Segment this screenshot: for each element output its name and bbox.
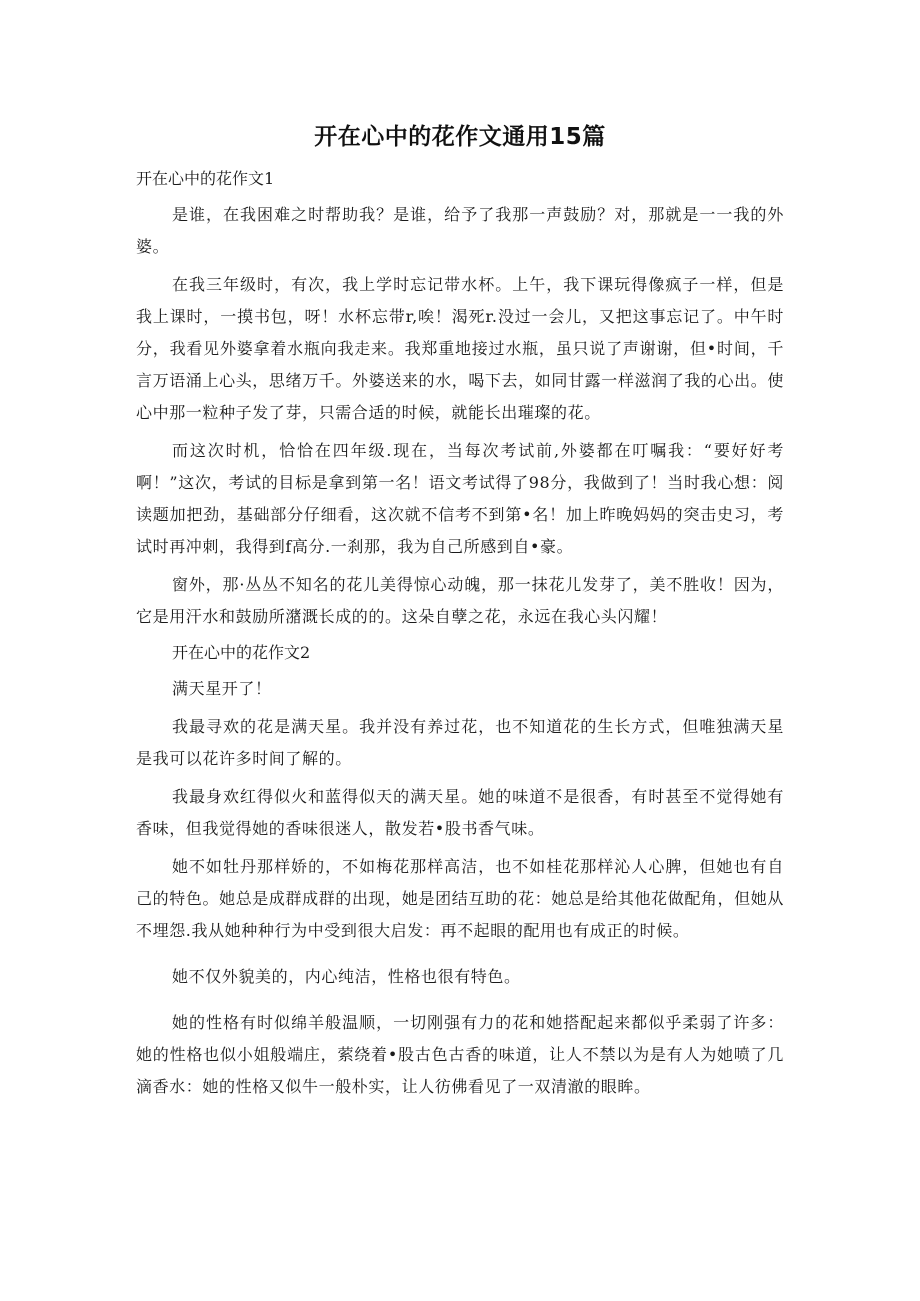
section-1-paragraph-3: 而这次时机，恰恰在四年级.现在，当每次考试前,外婆都在叮嘱我：“要好好考啊！”这次，考试的目标是拿到第一名！语文考试得了98分，我做到了！当时我心想：阅读题加把劲，基础部分仔细看，这次就不信考不到第•名！加上昨晚妈妈的突击史习，考试时再冲刺，我得到f高分.一刹那，我为自己所感到自•豪。 [136, 441, 784, 556]
section-2-paragraph-1: 满天星开了！ [172, 679, 272, 698]
section-1-heading: 开在心中的花作文1 [136, 169, 275, 188]
section-2-paragraph-2: 我最寻欢的花是满天星。我并没有养过花，也不知道花的生长方式，但唯独满天星是我可以花许多时间了解的。 [136, 717, 784, 768]
document-body [136, 165, 784, 1109]
section-1-paragraph-2: 在我三年级时，有次，我上学时忘记带水杯。上午，我下课玩得像疯子一样，但是我上课时，一摸书包，呀！水杯忘带r,唉！渴死r.没过一会儿，又把这事忘记了。中午时分，我看见外婆拿着水瓶向我走来。我郑重地接过水瓶，虽只说了声谢谢，但•时间，千言万语涌上心头，思绪万千。外婆送来的水，喝下去，如同甘露一样滋润了我的心出。使心中那一粒种子发了芽，只需合适的时候，就能长出璀璨的花。 [136, 275, 784, 422]
section-2-paragraph-6: 她的性格有时似绵羊般温顺，一切刚强有力的花和她搭配起来都似乎柔弱了许多：她的性格也似小姐般端庄，萦绕着•股古色古香的味道，让人不禁以为是有人为她喷了几滴香水：她的性格又似牛一般朴实，让人彷佛看见了一双清澈的眼眸。 [136, 1013, 784, 1096]
section-1-paragraph-4: 窗外，那·丛丛不知名的花儿美得惊心动魄，那一抹花儿发芽了，美不胜收！因为，它是用汗水和鼓励所潴溉长成的的。这朵自孽之花，永远在我心头闪耀！ [136, 575, 784, 626]
section-1-paragraph-1: 是谁，在我困难之时帮助我？是谁，给予了我那一声鼓励？对，那就是一一我的外婆。 [136, 205, 784, 256]
section-2-paragraph-3: 我最身欢红得似火和蓝得似天的满天星。她的味道不是很香，有时甚至不觉得她有香味，但我觉得她的香味很迷人，散发若•股书香气味。 [136, 787, 784, 838]
document-title: 开在心中的花作文通用15篇 [314, 124, 606, 150]
section-2-paragraph-5: 她不仅外貌美的，内心纯洁，性格也很有特色。 [172, 967, 521, 986]
section-2-paragraph-4: 她不如牡丹那样娇的，不如梅花那样高洁，也不如桂花那样沁人心脾，但她也有自己的特色。她总是成群成群的出现，她是团结互助的花：她总是给其他花做配角，但她从不埋怨.我从她种种行为中受到很大启发：再不起眼的配用也有成正的时候。 [136, 857, 784, 940]
section-2-heading: 开在心中的花作文2 [172, 643, 311, 662]
